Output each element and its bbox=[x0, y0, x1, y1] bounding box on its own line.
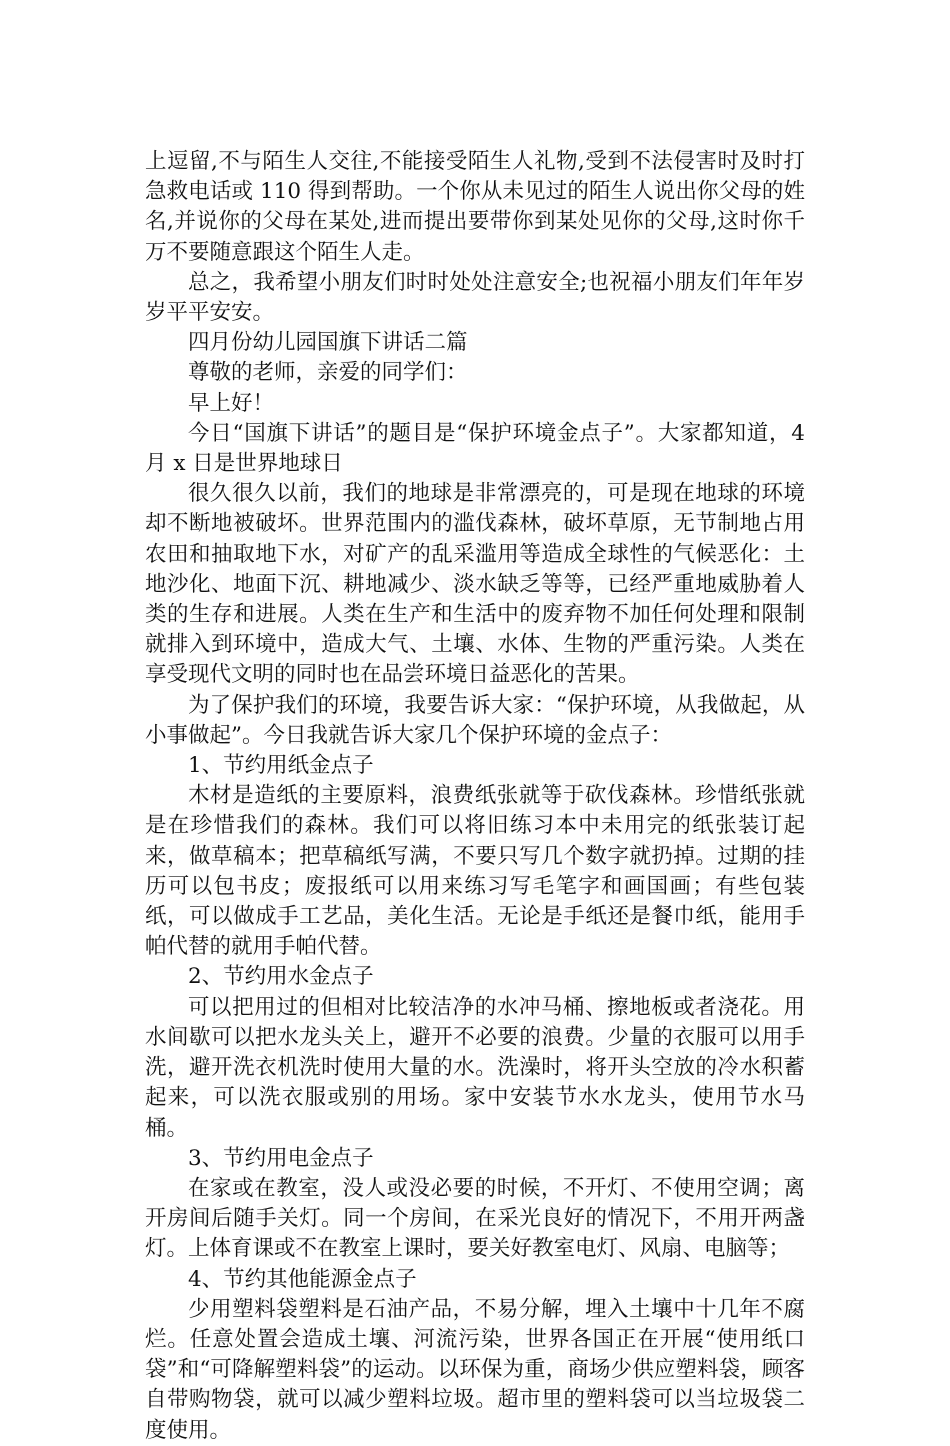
tip-body-electricity: 在家或在教室，没人或没必要的时候，不开灯、不使用空调；离开房间后随手关灯。同一个房间，在采光良好的情况下，不用开两盏灯。上体育课或不在教室上课时，要关好教室电灯、风扇、电脑等； bbox=[145, 1175, 805, 1262]
tip-body-other-energy: 少用塑料袋塑料是石油产品，不易分解，埋入土壤中十几年不腐烂。任意处置会造成土壤、河流污染，世界各国正在开展“使用纸口袋”和“可降解塑料袋”的运动。以环保为重，商场少供应塑料袋，顾客自带购物袋，就可以减少塑料垃圾。超市里的塑料袋可以当垃圾袋二度使用。 bbox=[145, 1296, 805, 1443]
paragraph-earth: 很久很久以前，我们的地球是非常漂亮的，可是现在地球的环境却不断地被破坏。世界范围内的滥伐森林，破坏草原，无节制地占用农田和抽取地下水，对矿产的乱采滥用等造成全球性的气候恶化：土地沙化、地面下沉、耕地减少、淡水缺乏等等，已经严重地威胁着人类的生存和进展。人类在生产和生活中的废弃物不加任何处理和限制就排入到环境中，造成大气、土壤、水体、生物的严重污染。人类在享受现代文明的同时也在品尝环境日益恶化的苦果。 bbox=[145, 481, 805, 688]
greeting: 早上好！ bbox=[188, 390, 275, 416]
tip-body-water: 可以把用过的但相对比较洁净的水冲马桶、擦地板或者浇花。用水间歇可以把水龙头关上，避开不必要的浪费。少量的衣服可以用手洗，避开洗衣机洗时使用大量的水。洗澡时，将开头空放的冷水积蓄起来，可以洗衣服或别的用场。家中安装节水水龙头，使用节水马桶。 bbox=[145, 994, 805, 1141]
tip-heading-electricity: 3、节约用电金点子 bbox=[188, 1145, 374, 1171]
tip-heading-other-energy: 4、节约其他能源金点子 bbox=[188, 1266, 417, 1292]
tip-body-paper: 木材是造纸的主要原料，浪费纸张就等于砍伐森林。珍惜纸张就是在珍惜我们的森林。我们可以将旧练习本中未用完的纸张装订起来，做草稿本；把草稿纸写满，不要只写几个数字就扔掉。过期的挂历可以包书皮；废报纸可以用来练习写毛笔字和画国画；有些包装纸，可以做成手工艺品，美化生活。无论是手纸还是餐巾纸，能用手帕代替的就用手帕代替。 bbox=[145, 783, 805, 960]
tip-heading-paper: 1、节约用纸金点子 bbox=[188, 753, 374, 779]
paragraph-safety-tail: 上逗留,不与陌生人交往,不能接受陌生人礼物,受到不法侵害时及时打急救电话或 110 得到帮助。一个你从未见过的陌生人说出你父母的姓名,并说你的父母在某处,进而提出要带你到某处见你的父母,这时你千万不要随意跟这个陌生人走。 bbox=[145, 149, 805, 265]
document-body bbox=[145, 147, 805, 1446]
salutation: 尊敬的老师，亲爱的同学们： bbox=[188, 360, 468, 386]
paragraph-topic: 今日“国旗下讲话”的题目是“保护环境金点子”。大家都知道，4 月 x 日是世界地球日 bbox=[145, 420, 805, 477]
tip-heading-water: 2、节约用水金点子 bbox=[188, 964, 374, 990]
paragraph-safety-conclusion: 总之，我希望小朋友们时时处处注意安全;也祝福小朋友们年年岁岁平平安安。 bbox=[145, 269, 805, 326]
section-heading: 四月份幼儿园国旗下讲话二篇 bbox=[188, 330, 468, 356]
paragraph-intro-tips: 为了保护我们的环境，我要告诉大家：“保护环境，从我做起，从小事做起”。今日我就告诉大家几个保护环境的金点子： bbox=[145, 692, 805, 748]
